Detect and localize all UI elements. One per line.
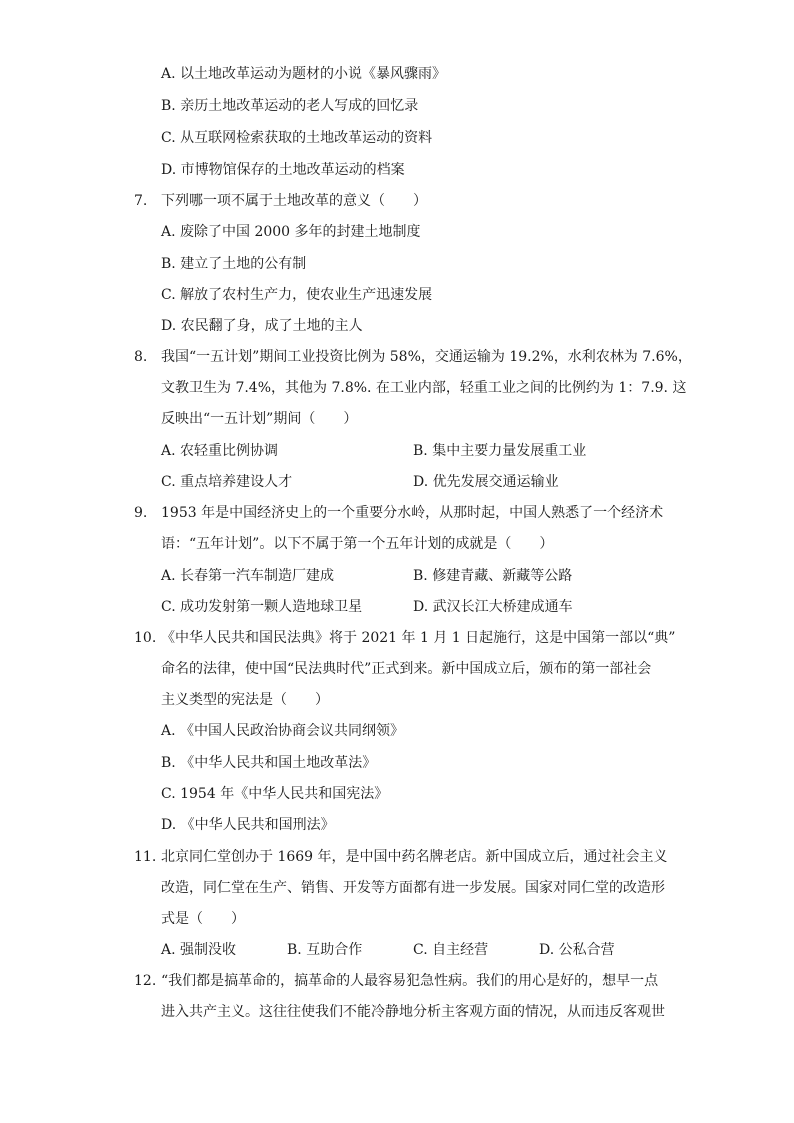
q12-number: 12. xyxy=(134,973,157,989)
q6-option-b: B. 亲历土地改革运动的老人写成的回忆录 xyxy=(161,98,419,114)
q8-number: 8. xyxy=(134,349,148,365)
q11-option-b: B. 互助合作 xyxy=(287,942,363,958)
q7-option-a: A. 废除了中国 2000 多年的封建土地制度 xyxy=(161,224,421,240)
q11-stem-line-1: 北京同仁堂创办于 1669 年，是中国中药名牌老店。新中国成立后，通过社会主义 xyxy=(161,849,668,865)
q9-stem-line-1: 1953 年是中国经济史上的一个重要分水岭，从那时起，中国人熟悉了一个经济术 xyxy=(161,505,664,521)
q8-stem-line-2: 文教卫生为 7.4%，其他为 7.8%. 在工业内部，轻重工业之间的比例约为 1：7.9. 这 xyxy=(161,380,687,396)
q12-stem-line-1: “我们都是搞革命的，搞革命的人最容易犯急性病。我们的用心是好的，想早一点 xyxy=(161,973,659,989)
q8-stem-line-3: 反映出“一五计划”期间（ ） xyxy=(161,411,358,427)
q7-stem-line-1: 下列哪一项不属于土地改革的意义（ ） xyxy=(161,193,427,209)
q8-option-b: B. 集中主要力量发展重工业 xyxy=(413,443,587,459)
q10-option-d: D. 《中华人民共和国刑法》 xyxy=(161,817,335,833)
q8-option-d: D. 优先发展交通运输业 xyxy=(413,474,559,490)
q6-option-c: C. 从互联网检索获取的土地改革运动的资料 xyxy=(161,130,433,146)
q7-option-d: D. 农民翻了身，成了土地的主人 xyxy=(161,318,363,334)
q11-number: 11. xyxy=(134,849,157,865)
q10-number: 10. xyxy=(134,630,157,646)
q7-option-c: C. 解放了农村生产力，使农业生产迅速发展 xyxy=(161,287,433,303)
q9-stem-line-2: 语：“五年计划”。以下不属于第一个五年计划的成就是（ ） xyxy=(161,536,554,552)
q10-stem-line-3: 主义类型的宪法是（ ） xyxy=(161,692,329,708)
q11-stem-line-3: 式是（ ） xyxy=(161,911,245,927)
q11-stem-line-2: 改造，同仁堂在生产、销售、开发等方面都有进一步发展。国家对同仁堂的改造形 xyxy=(161,880,665,896)
q8-option-c: C. 重点培养建设人才 xyxy=(161,474,293,490)
q9-option-d: D. 武汉长江大桥建成通车 xyxy=(413,599,573,615)
q10-stem-line-1: 《中华人民共和国民法典》将于 2021 年 1 月 1 日起施行，这是中国第一部以“典” xyxy=(161,630,676,646)
q7-option-b: B. 建立了土地的公有制 xyxy=(161,256,307,272)
q8-stem-line-1: 我国“一五计划”期间工业投资比例为 58%，交通运输为 19.2%，水利农林为 7.6%， xyxy=(161,349,692,365)
q9-option-c: C. 成功发射第一颗人造地球卫星 xyxy=(161,599,363,615)
q10-option-b: B. 《中华人民共和国土地改革法》 xyxy=(161,755,377,771)
q10-option-a: A. 《中国人民政治协商会议共同纲领》 xyxy=(161,723,405,739)
q10-stem-line-2: 命名的法律，使中国“民法典时代”正式到来。新中国成立后，颁布的第一部社会 xyxy=(161,661,652,677)
q11-option-d: D. 公私合营 xyxy=(539,942,615,958)
q6-option-a: A. 以土地改革运动为题材的小说《暴风骤雨》 xyxy=(161,66,447,82)
q6-option-d: D. 市博物馆保存的土地改革运动的档案 xyxy=(161,162,405,178)
q11-option-c: C. 自主经营 xyxy=(413,942,489,958)
q9-number: 9. xyxy=(134,505,148,521)
q7-number: 7. xyxy=(134,193,148,209)
q9-option-a: A. 长春第一汽车制造厂建成 xyxy=(161,568,335,584)
q9-option-b: B. 修建青藏、新藏等公路 xyxy=(413,568,573,584)
q12-stem-line-2: 进入共产主义。这往往使我们不能冷静地分析主客观方面的情况，从而违反客观世 xyxy=(161,1004,665,1020)
q10-option-c: C. 1954 年《中华人民共和国宪法》 xyxy=(161,786,389,802)
q11-option-a: A. 强制没收 xyxy=(161,942,237,958)
q8-option-a: A. 农轻重比例协调 xyxy=(161,443,279,459)
